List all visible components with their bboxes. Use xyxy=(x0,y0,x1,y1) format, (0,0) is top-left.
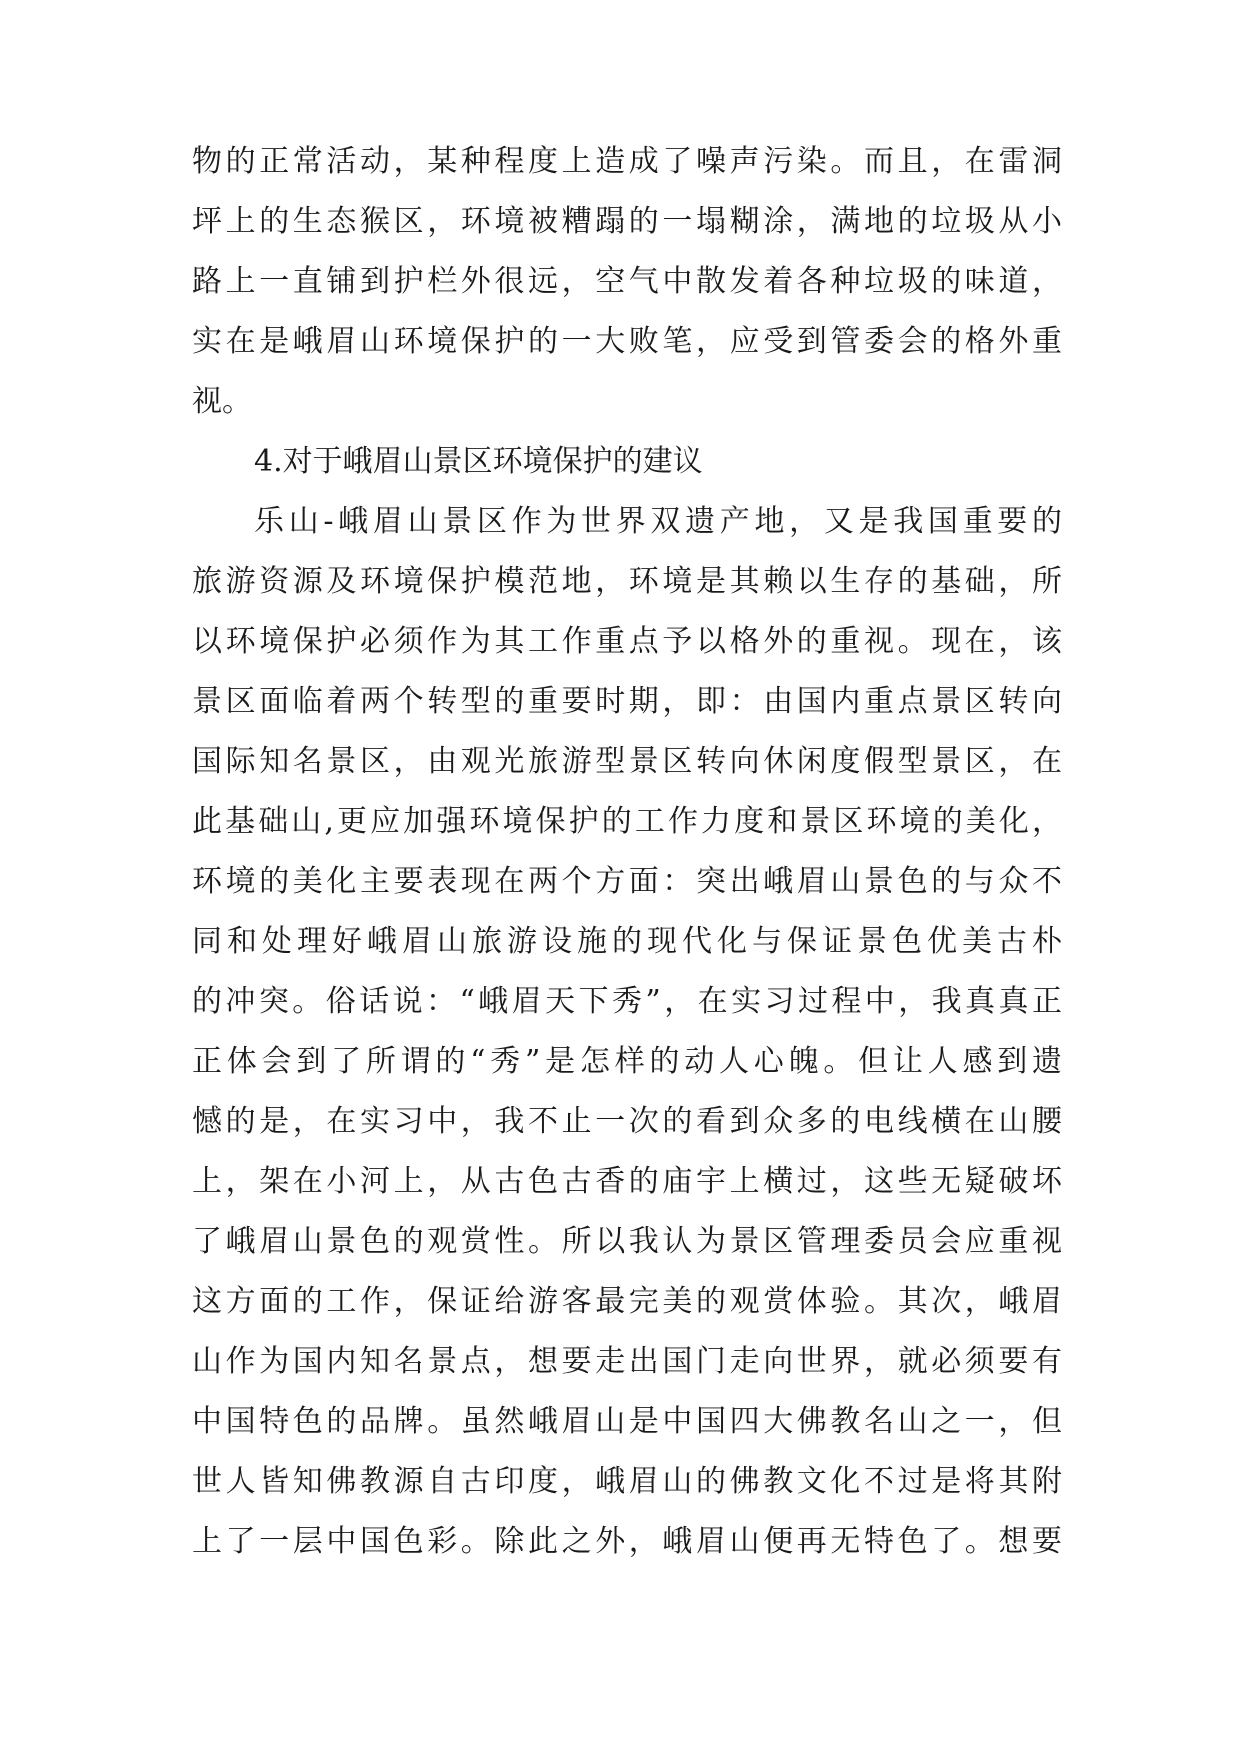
paragraph-line: 视。 xyxy=(192,384,252,419)
paragraph-line: 坪上的生态猴区，环境被糟蹋的一塌糊涂，满地的垃圾从小 xyxy=(192,204,1062,239)
paragraph-line: 憾的是，在实习中，我不止一次的看到众多的电线横在山腰 xyxy=(192,1104,1062,1139)
body-text xyxy=(192,132,1062,1572)
paragraph-line: 乐山-峨眉山景区作为世界双遗产地，又是我国重要的 xyxy=(254,504,1062,539)
paragraph-line: 旅游资源及环境保护模范地，环境是其赖以生存的基础，所 xyxy=(192,564,1062,599)
paragraph-line: 的冲突。俗话说：“峨眉天下秀”，在实习过程中，我真真正 xyxy=(192,984,1062,1019)
paragraph-line: 环境的美化主要表现在两个方面：突出峨眉山景色的与众不 xyxy=(192,864,1062,899)
paragraph-line: 上，架在小河上，从古色古香的庙宇上横过，这些无疑破坏 xyxy=(192,1164,1062,1199)
paragraph-line: 这方面的工作，保证给游客最完美的观赏体验。其次，峨眉 xyxy=(192,1284,1062,1319)
paragraph-line: 了峨眉山景色的观赏性。所以我认为景区管理委员会应重视 xyxy=(192,1224,1062,1259)
paragraph-line: 景区面临着两个转型的重要时期，即：由国内重点景区转向 xyxy=(192,684,1062,719)
paragraph-line: 路上一直铺到护栏外很远，空气中散发着各种垃圾的味道， xyxy=(192,264,1062,299)
paragraph-line: 实在是峨眉山环境保护的一大败笔，应受到管委会的格外重 xyxy=(192,324,1062,359)
paragraph-line: 同和处理好峨眉山旅游设施的现代化与保证景色优美古朴 xyxy=(192,924,1062,959)
paragraph-1 xyxy=(192,132,1062,432)
paragraph-line: 上了一层中国色彩。除此之外，峨眉山便再无特色了。想要 xyxy=(192,1524,1062,1559)
paragraph-line: 以环境保护必须作为其工作重点予以格外的重视。现在，该 xyxy=(192,624,1062,659)
paragraph-line: 物的正常活动，某种程度上造成了噪声污染。而且，在雷洞 xyxy=(192,144,1062,179)
paragraph-line: 国际知名景区，由观光旅游型景区转向休闲度假型景区，在 xyxy=(192,744,1062,779)
paragraph-2 xyxy=(192,492,1062,1572)
paragraph-line: 山作为国内知名景点，想要走出国门走向世界，就必须要有 xyxy=(192,1344,1062,1379)
paragraph-line: 世人皆知佛教源自古印度，峨眉山的佛教文化不过是将其附 xyxy=(192,1464,1062,1499)
paragraph-line: 此基础山,更应加强环境保护的工作力度和景区环境的美化， xyxy=(192,804,1062,839)
section-heading: 4.对于峨眉山景区环境保护的建议 xyxy=(254,444,703,479)
paragraph-line: 正体会到了所谓的“秀”是怎样的动人心魄。但让人感到遗 xyxy=(192,1044,1062,1079)
paragraph-line: 中国特色的品牌。虽然峨眉山是中国四大佛教名山之一，但 xyxy=(192,1404,1062,1439)
